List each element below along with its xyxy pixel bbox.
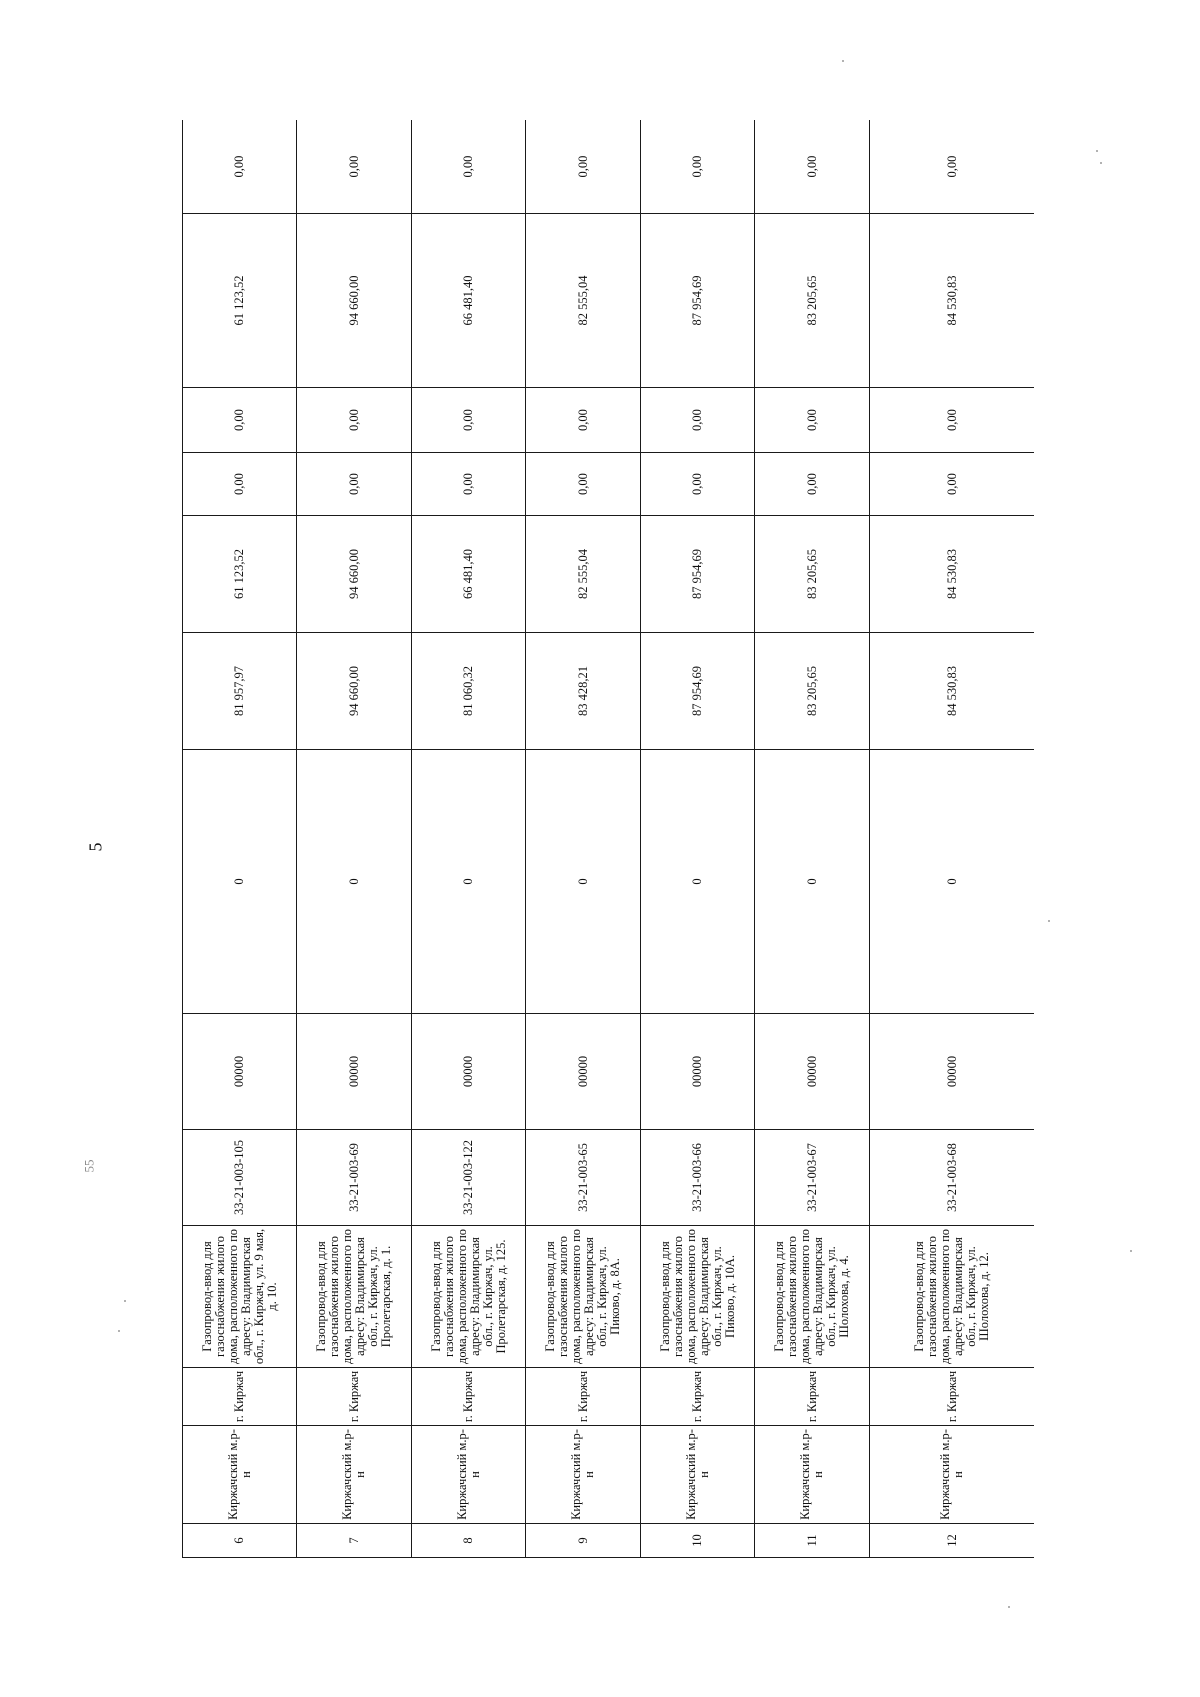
amount-b-cell: 0,00 [412,388,526,453]
scan-speck [1096,150,1098,152]
code-cell: 00000 [870,1014,1035,1130]
scan-speck [1100,162,1102,164]
inventory-number-cell: 33-21-003-67 [755,1130,870,1226]
amount-d-cell: 0,00 [297,120,412,214]
book-value-cell: 83 428,21 [526,633,641,750]
book-value-cell: 81 060,32 [412,633,526,750]
amount-a-cell: 0,00 [412,453,526,516]
book-value-cell: 81 957,97 [183,633,297,750]
inventory-number-cell: 33-21-003-122 [412,1130,526,1226]
depreciation-cell: 82 555,04 [526,516,641,633]
scan-speck [1008,1606,1010,1608]
scan-speck [1048,920,1050,922]
amount-c-cell: 87 954,69 [641,214,755,388]
amount-d-cell: 0,00 [755,120,870,214]
book-value-cell: 94 660,00 [297,633,412,750]
amount-d-cell: 0,00 [526,120,641,214]
locality-cell: г. Киржач [297,1368,412,1426]
amount-d-cell: 0,00 [412,120,526,214]
table-row [526,120,641,1558]
row-number: 8 [412,1524,526,1558]
district-cell: Киржачский м.р-н [755,1426,870,1524]
locality-cell: г. Киржач [641,1368,755,1426]
count-cell: 0 [755,750,870,1014]
amount-a-cell: 0,00 [755,453,870,516]
locality-cell: г. Киржач [183,1368,297,1426]
district-cell: Киржачский м.р-н [412,1426,526,1524]
amount-b-cell: 0,00 [183,388,297,453]
district-cell: Киржачский м.р-н [526,1426,641,1524]
amount-c-cell: 84 530,83 [870,214,1035,388]
depreciation-cell: 87 954,69 [641,516,755,633]
scan-speck [124,1300,126,1302]
asset-table-body [183,120,1035,1558]
description-cell: Газопровод-ввод для газоснабжения жилого дома, расположенного по адресу: Владимирская обл., г. Киржач, ул. Шолохова, д. 4. [755,1226,870,1368]
book-value-cell: 84 530,83 [870,633,1035,750]
district-cell: Киржачский м.р-н [641,1426,755,1524]
table-row [641,120,755,1558]
description-cell: Газопровод-ввод для газоснабжения жилого дома, расположенного по адресу: Владимирская обл., г. Киржач, ул. Шолохова, д. 12. [870,1226,1035,1368]
table-row [297,120,412,1558]
asset-table-rotated [182,120,1034,1558]
amount-a-cell: 0,00 [870,453,1035,516]
code-cell: 00000 [526,1014,641,1130]
locality-cell: г. Киржач [870,1368,1035,1426]
asset-table [182,120,1034,1558]
code-cell: 00000 [183,1014,297,1130]
locality-cell: г. Киржач [412,1368,526,1426]
amount-b-cell: 0,00 [755,388,870,453]
amount-c-cell: 83 205,65 [755,214,870,388]
book-value-cell: 83 205,65 [755,633,870,750]
inventory-number-cell: 33-21-003-69 [297,1130,412,1226]
scan-speck [118,1330,120,1332]
amount-a-cell: 0,00 [183,453,297,516]
table-row [755,120,870,1558]
depreciation-cell: 84 530,83 [870,516,1035,633]
asset-table-frame [182,120,1034,1558]
code-cell: 00000 [297,1014,412,1130]
description-cell: Газопровод-ввод для газоснабжения жилого дома, расположенного по адресу: Владимирская обл., г. Киржач, ул. Пролетарская, д. 125. [412,1226,526,1368]
description-cell: Газопровод-ввод для газоснабжения жилого дома, расположенного по адресу: Владимирская обл., г. Киржач, ул. 9 мая, д. 10. [183,1226,297,1368]
amount-c-cell: 82 555,04 [526,214,641,388]
count-cell: 0 [412,750,526,1014]
page-number: 5 [85,842,106,852]
row-number: 9 [526,1524,641,1558]
count-cell: 0 [526,750,641,1014]
row-number: 7 [297,1524,412,1558]
description-cell: Газопровод-ввод для газоснабжения жилого дома, расположенного по адресу: Владимирская обл., г. Киржач, ул. Пиково, д. 8А. [526,1226,641,1368]
depreciation-cell: 66 481,40 [412,516,526,633]
row-number: 6 [183,1524,297,1558]
row-number: 10 [641,1524,755,1558]
description-cell: Газопровод-ввод для газоснабжения жилого дома, расположенного по адресу: Владимирская обл., г. Киржач, ул. Пролетарская, д. 1. [297,1226,412,1368]
amount-a-cell: 0,00 [297,453,412,516]
table-row [870,120,1035,1558]
amount-b-cell: 0,00 [870,388,1035,453]
amount-b-cell: 0,00 [641,388,755,453]
amount-b-cell: 0,00 [526,388,641,453]
amount-c-cell: 61 123,52 [183,214,297,388]
code-cell: 00000 [412,1014,526,1130]
inventory-number-cell: 33-21-003-66 [641,1130,755,1226]
district-cell: Киржачский м.р-н [870,1426,1035,1524]
amount-a-cell: 0,00 [641,453,755,516]
count-cell: 0 [870,750,1035,1014]
amount-c-cell: 94 660,00 [297,214,412,388]
book-value-cell: 87 954,69 [641,633,755,750]
inventory-number-cell: 33-21-003-65 [526,1130,641,1226]
locality-cell: г. Киржач [526,1368,641,1426]
amount-a-cell: 0,00 [526,453,641,516]
row-number: 11 [755,1524,870,1558]
inventory-number-cell: 33-21-003-105 [183,1130,297,1226]
count-cell: 0 [641,750,755,1014]
row-number: 12 [870,1524,1035,1558]
amount-d-cell: 0,00 [183,120,297,214]
amount-d-cell: 0,00 [870,120,1035,214]
depreciation-cell: 83 205,65 [755,516,870,633]
scan-speck [842,60,844,62]
count-cell: 0 [297,750,412,1014]
amount-d-cell: 0,00 [641,120,755,214]
depreciation-cell: 61 123,52 [183,516,297,633]
table-row [183,120,297,1558]
district-cell: Киржачский м.р-н [297,1426,412,1524]
locality-cell: г. Киржач [755,1368,870,1426]
district-cell: Киржачский м.р-н [183,1426,297,1524]
description-cell: Газопровод-ввод для газоснабжения жилого дома, расположенного по адресу: Владимирская обл., г. Киржач, ул. Пиково, д. 10А. [641,1226,755,1368]
amount-b-cell: 0,00 [297,388,412,453]
amount-c-cell: 66 481,40 [412,214,526,388]
inventory-number-cell: 33-21-003-68 [870,1130,1035,1226]
depreciation-cell: 94 660,00 [297,516,412,633]
count-cell: 0 [183,750,297,1014]
code-cell: 00000 [755,1014,870,1130]
page-stamp: 55 [81,1159,97,1173]
scan-speck [1130,1250,1132,1252]
code-cell: 00000 [641,1014,755,1130]
table-row [412,120,526,1558]
